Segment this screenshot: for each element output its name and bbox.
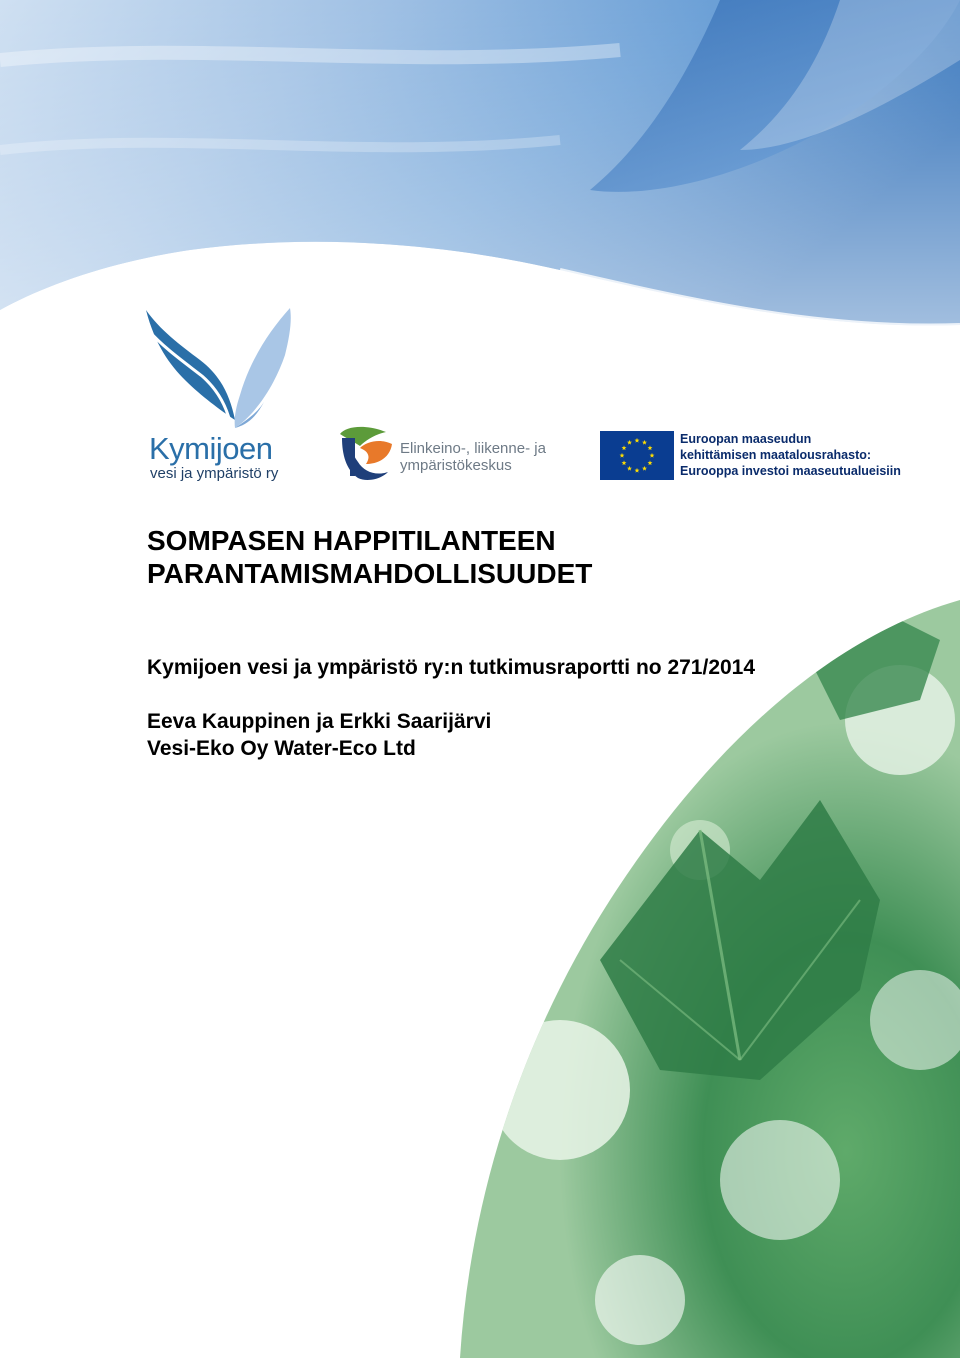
kymijoen-logo-name: Kymijoen: [149, 431, 273, 466]
kymijoen-logo-subtitle: vesi ja ympäristö ry: [150, 465, 279, 482]
eu-flag-icon: [600, 431, 674, 480]
eu-fund-logo-text: [680, 431, 901, 479]
authors-block: [147, 708, 491, 762]
report-title: [147, 524, 592, 590]
ely-logo-line2: ympäristökeskus: [400, 457, 512, 474]
report-title-line2: PARANTAMISMAHDOLLISUUDET: [147, 558, 593, 589]
ely-centre-logo-icon: [336, 424, 396, 482]
eu-logo-line3: Eurooppa investoi maaseutualueisiin: [680, 464, 901, 478]
eu-logo-line1: Euroopan maaseudun: [680, 432, 812, 446]
report-organization: Vesi-Eko Oy Water-Eco Ltd: [147, 737, 416, 760]
ely-centre-logo-text: [400, 440, 546, 474]
ely-logo-line1: Elinkeino-, liikenne- ja: [400, 440, 546, 457]
report-series-number: Kymijoen vesi ja ympäristö ry:n tutkimusraportti no 271/2014: [147, 656, 756, 679]
report-authors: Eeva Kauppinen ja Erkki Saarijärvi: [147, 710, 492, 733]
report-title-line1: SOMPASEN HAPPITILANTEEN: [147, 525, 556, 556]
eu-logo-line2: kehittämisen maatalousrahasto:: [680, 448, 872, 462]
